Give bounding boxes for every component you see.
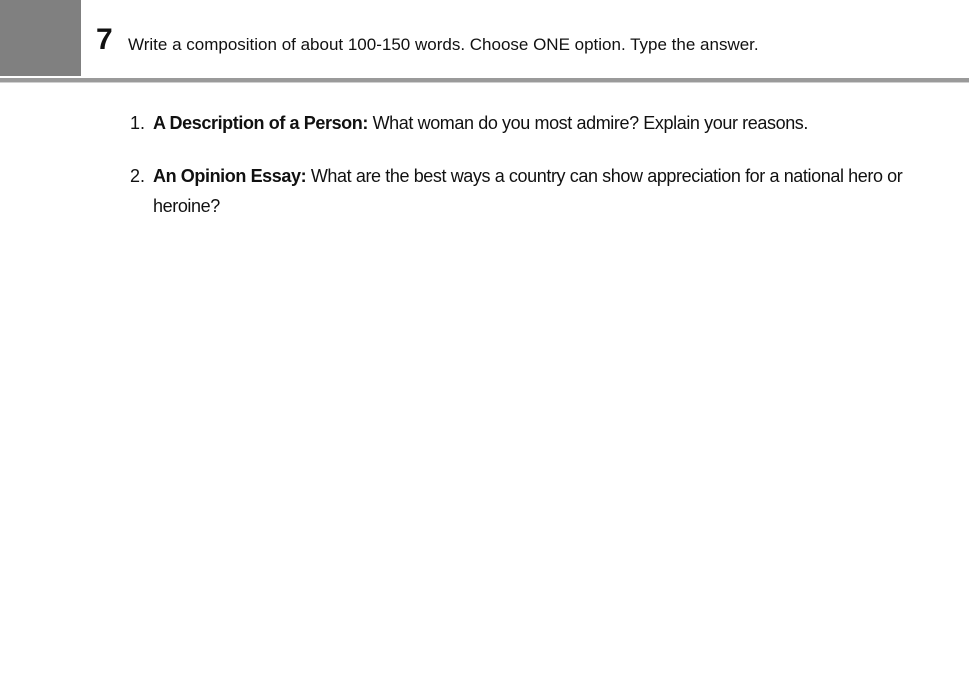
question-instruction: Write a composition of about 100-150 words. Choose ONE option. Type the answer. — [128, 35, 759, 54]
option-text: What are the best ways a country can show appreciation for a national hero or heroine? — [153, 166, 903, 216]
question-number: 7 — [96, 23, 113, 56]
option-item — [130, 161, 910, 221]
question-header — [0, 0, 969, 80]
option-number: 2. — [130, 166, 146, 186]
option-list — [130, 108, 910, 244]
option-item — [130, 108, 910, 138]
option-title: A Description of a Person: — [153, 113, 368, 133]
corner-block — [0, 0, 81, 76]
option-title: An Opinion Essay: — [153, 166, 307, 186]
option-number: 1. — [130, 113, 146, 133]
option-text: What woman do you most admire? Explain your reasons. — [367, 113, 808, 133]
header-divider — [0, 78, 969, 83]
